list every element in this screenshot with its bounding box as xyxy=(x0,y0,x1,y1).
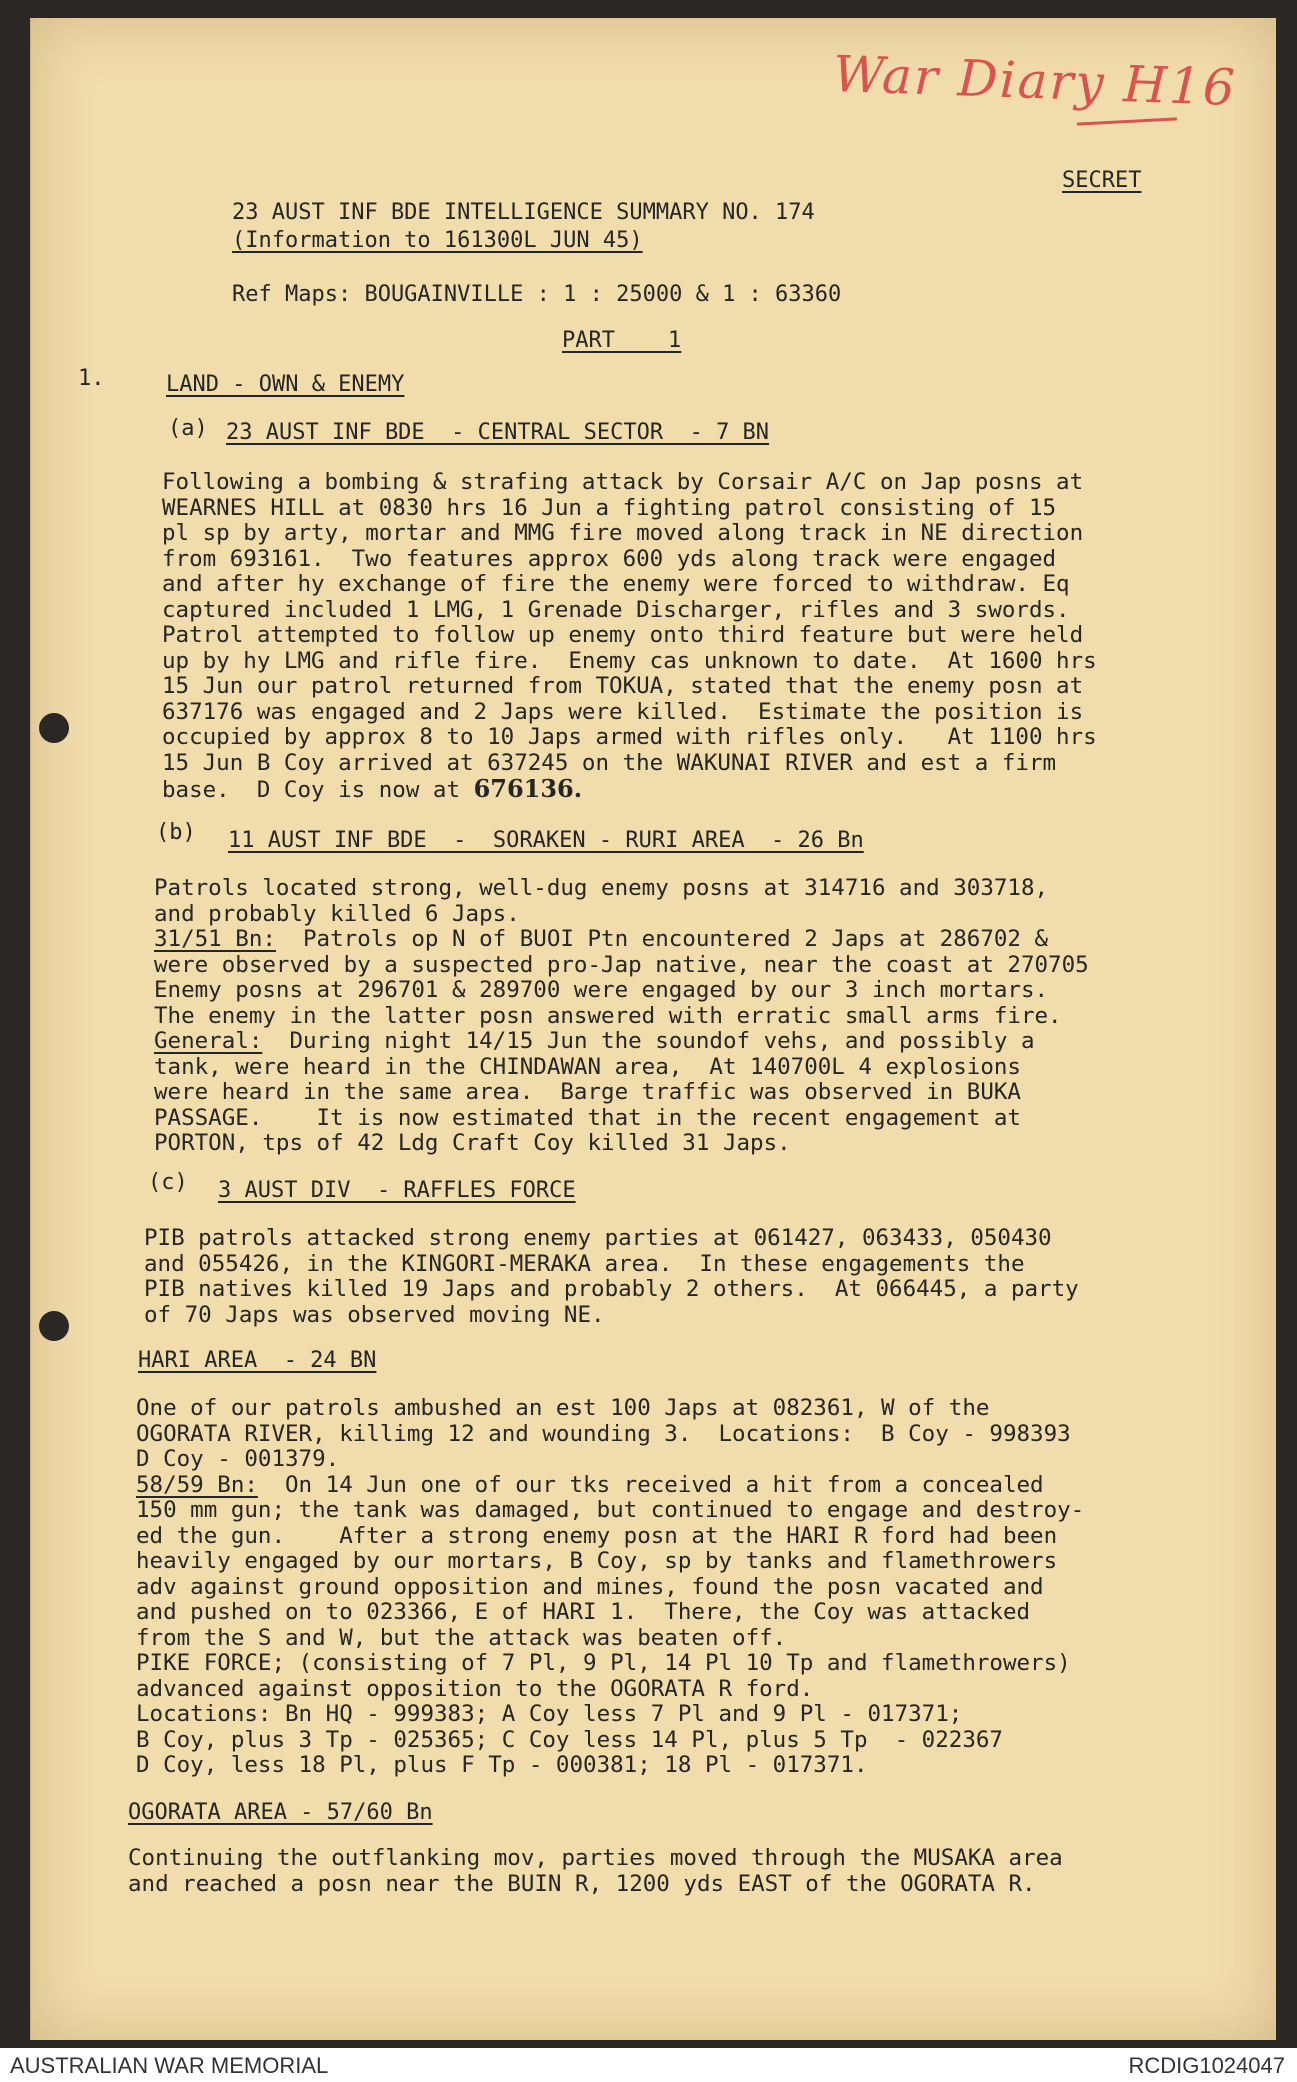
paragraph-hari xyxy=(136,1396,1206,1779)
handwritten-grid-ref: 676136. xyxy=(473,774,583,803)
footer-record-id: RCDIG1024047 xyxy=(1128,2053,1285,2078)
paragraph-a xyxy=(162,470,1202,804)
general-label: General: xyxy=(154,1028,263,1054)
paragraph-b xyxy=(154,876,1204,1157)
document-subtitle: (Information to 161300L JUN 45) xyxy=(232,228,643,253)
subsection-label-b: (b) xyxy=(156,820,196,845)
punch-hole xyxy=(39,1311,69,1341)
bn-text-58-59: On 14 Jun one of our tks received a hit from a concealed 150 mm gun; the tank was damaged, but continued to engage and destroy- ed the gun. After a strong enemy posn at the HARI R ford had been heavily engaged by our mortars, B Coy, sp by tanks and flamethrowers adv against ground opposition and mines, found the posn vacated and and pushed on to 023366, E of HARI 1. There, the Coy was attacked from the S and W, but the attack was beaten off. PIKE FORCE; (consisting of 7 Pl, 9 Pl, 14 Pl 10 Tp and flamethrowers) advanced against opposition to the OGORATA R ford. Locations: Bn HQ - 999383; A Coy less 7 Pl and 9 Pl - 017371; B Coy, plus 3 Tp - 025365; C Coy less 14 Pl, plus 5 Tp - 022367 D Coy, less 18 Pl, plus F Tp - 000381; 18 Pl - 017371. xyxy=(136,1471,1085,1778)
bn-text-31-51: Patrols op N of BUOI Ptn encountered 2 Japs at 286702 & were observed by a suspected pro-Jap native, near the coast at 270705 Enemy posns at 296701 & 289700 were engaged by our 3 inch mortars. The enemy in the latter posn answered with erratic small arms fire. xyxy=(154,926,1089,1029)
document-title: 23 AUST INF BDE INTELLIGENCE SUMMARY NO. 174 xyxy=(232,200,815,225)
footer-institution: AUSTRALIAN WAR MEMORIAL xyxy=(10,2053,329,2078)
paragraph-a-text: Following a bombing & strafing attack by Corsair A/C on Jap posns at WEARNES HILL at 0830 hrs 16 Jun a fighting patrol consisting of 15 pl sp by arty, mortar and MMG fire moved along track in NE direction from 693161. Two features approx 600 yds along track were engaged and after hy exchange of fire the enemy were forced to withdraw. Eq captured included 1 LMG, 1 Grenade Discharger, rifles and 3 swords. Patrol attempted to follow up enemy onto third feature but were held up by hy LMG and rifle fire. Enemy cas unknown to date. At 1600 hrs 15 Jun our patrol returned from TOKUA, stated that the enemy posn at 637176 was engaged and 2 Japs were killed. Estimate the position is occupied by approx 8 to 10 Japs armed with rifles only. At 1100 hrs 15 Jun B Coy arrived at 637245 on the WAKUNAI RIVER and est a firm base. D Coy is now at xyxy=(162,469,1097,803)
part-heading: PART 1 xyxy=(562,328,682,353)
handwritten-note: War Diary H16 xyxy=(832,44,1238,118)
section-heading: LAND - OWN & ENEMY xyxy=(166,372,405,397)
paragraph-ogorata: Continuing the outflanking mov, parties moved through the MUSAKA area and reached a posn near the BUIN R, 1200 yds EAST of the OGORATA R. xyxy=(128,1845,1063,1897)
general-text: During night 14/15 Jun the soundof vehs, and possibly a tank, were heard in the CHINDAWAN area, At 140700L 4 explosions were heard in the same area. Barge traffic was observed in BUKA PASSAGE. It is now estimated that in the recent engagement at PORTON, tps of 42 Ldg Craft Coy killed 31 Japs. xyxy=(154,1028,1035,1156)
bn-label-31-51: 31/51 Bn: xyxy=(154,926,276,952)
classification-marking: SECRET xyxy=(1062,168,1142,193)
subsection-heading-b: 11 AUST INF BDE - SORAKEN - RURI AREA - 26 Bn xyxy=(228,828,864,853)
subsection-label-a: (a) xyxy=(168,416,208,441)
paragraph-c: PIB patrols attacked strong enemy parties at 061427, 063433, 050430 and 055426, in the KINGORI-MERAKA area. In these engagements the PIB natives killed 19 Japs and probably 2 others. At 066445, a party of 70 Japs was observed moving NE. xyxy=(144,1225,1079,1328)
archive-footer xyxy=(0,2048,1297,2082)
bn-label-58-59: 58/59 Bn: xyxy=(136,1471,258,1498)
subsection-heading-a: 23 AUST INF BDE - CENTRAL SECTOR - 7 BN xyxy=(226,420,770,445)
reference-maps: Ref Maps: BOUGAINVILLE : 1 : 25000 & 1 : 63360 xyxy=(232,282,842,307)
subsection-label-c: (c) xyxy=(148,1170,188,1195)
ogorata-area-heading: OGORATA AREA - 57/60 Bn xyxy=(128,1800,433,1825)
section-number: 1. xyxy=(78,366,105,391)
hari-area-heading: HARI AREA - 24 BN xyxy=(138,1348,377,1373)
punch-hole xyxy=(39,713,69,743)
paragraph-b-text: Patrols located strong, well-dug enemy posns at 314716 and 303718, and probably killed 6 Japs. xyxy=(154,875,1049,927)
subsection-heading-c: 3 AUST DIV - RAFFLES FORCE xyxy=(218,1178,576,1203)
paragraph-hari-text: One of our patrols ambushed an est 100 Japs at 082361, W of the OGORATA RIVER, killimg 12 and wounding 3. Locations: B Coy - 998393 D Coy - 001379. xyxy=(136,1395,1071,1472)
